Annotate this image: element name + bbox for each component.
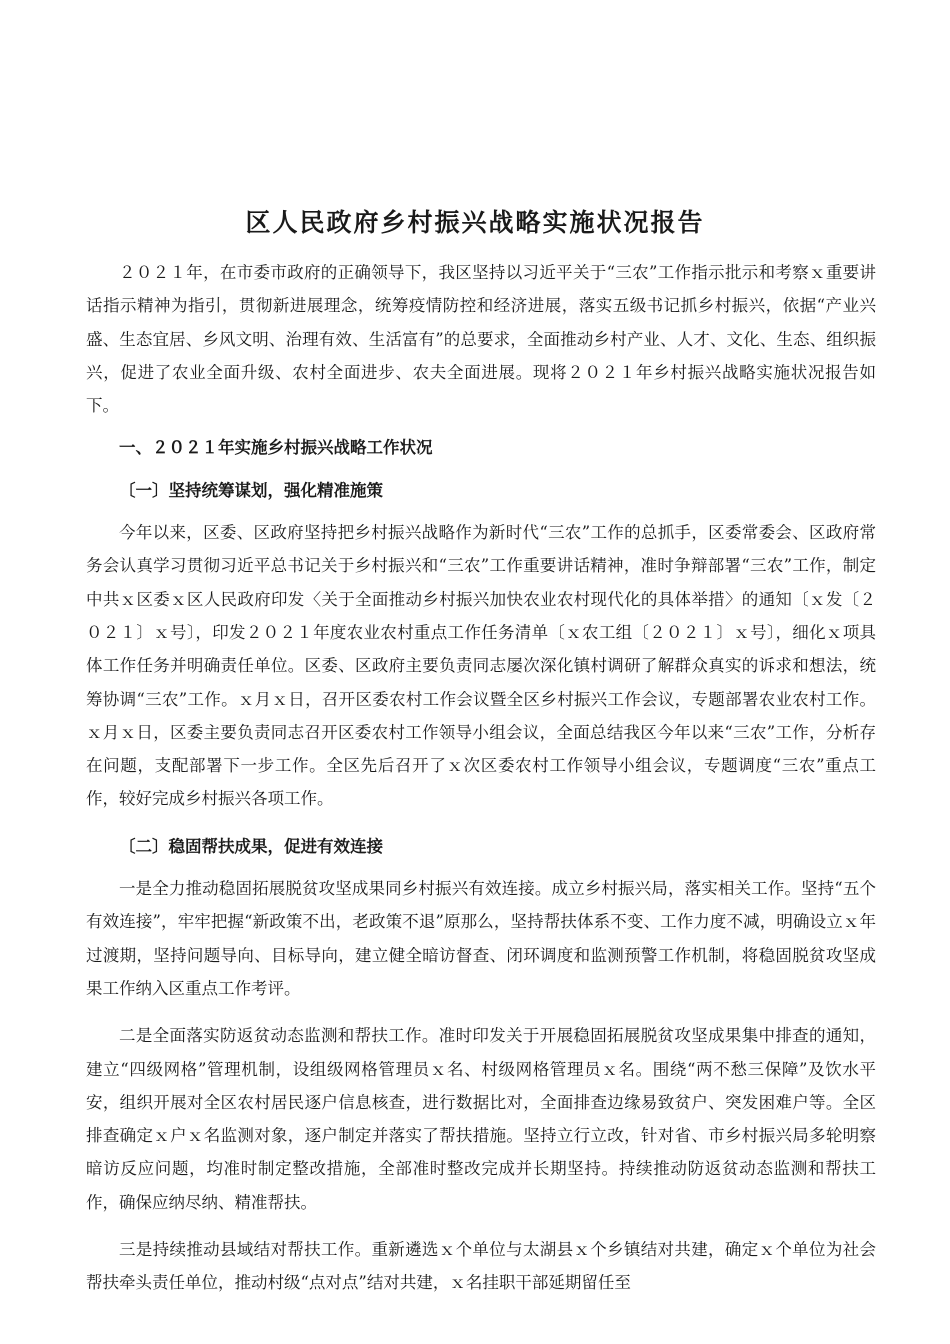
subsection-1-paragraph: 今年以来，区委、区政府坚持把乡村振兴战略作为新时代“三农”工作的总抓手，区委常委会、区政府常务会认真学习贯彻习近平总书记关于乡村振兴和“三农”工作重要讲话精神，准时争辩部署“三农”工作，制定中共ｘ区委ｘ区人民政府印发〈关于全面推动乡村振兴加快农业农村现代化的具体举措〉的通知〔ｘ发〔２０２１〕ｘ号〕，印发２０２１年度农业农村重点工作任务清单〔ｘ农工组〔２０２１〕ｘ号〕，细化ｘ项具体工作任务并明确责任单位。区委、区政府主要负责同志屡次深化镇村调研了解群众真实的诉求和想法，统筹协调“三农”工作。ｘ月ｘ日，召开区委农村工作会议暨全区乡村振兴工作会议，专题部署农业农村工作。ｘ月ｘ日，区委主要负责同志召开区委农村工作领导小组会议，全面总结我区今年以来“三农”工作，分析存在问题，支配部署下一步工作。全区先后召开了ｘ次区委农村工作领导小组会议，专题调度“三农”重点工作，较好完成乡村振兴各项工作。 xyxy=(86,523,876,809)
subsection-2-paragraph-3: 三是持续推动县域结对帮扶工作。重新遴选ｘ个单位与太湖县ｘ个乡镇结对共建，确定ｘ个单位为社会帮扶牵头责任单位，推动村级“点对点”结对共建，ｘ名挂职干部延期留任至 xyxy=(86,1240,876,1293)
section-heading-1: 一、２０２１年实施乡村振兴战略工作状况 xyxy=(119,438,433,458)
document-title: 区人民政府乡村振兴战略实施状况报告 xyxy=(245,208,705,237)
intro-paragraph: ２０２１年，在市委市政府的正确领导下，我区坚持以习近平关于“三农”工作指示批示和考察ｘ重要讲话指示精神为指引，贯彻新进展理念，统筹疫情防控和经济进展，落实五级书记抓乡村振兴，依据“产业兴盛、生态宜居、乡风文明、治理有效、生活富有”的总要求，全面推动乡村产业、人才、文化、生态、组织振兴，促进了农业全面升级、农村全面进步、农夫全面进展。现将２０２１年乡村振兴战略实施状况报告如下。 xyxy=(86,263,876,416)
subsection-heading-1: 〔一〕坚持统筹谋划，强化精准施策 xyxy=(119,480,383,500)
document-body xyxy=(86,256,876,1300)
subsection-2-paragraph-2: 二是全面落实防返贫动态监测和帮扶工作。准时印发关于开展稳固拓展脱贫攻坚成果集中排查的通知，建立“四级网格”管理机制，设组级网格管理员ｘ名、村级网格管理员ｘ名。围绕“两不愁三保障”及饮水平安，组织开展对全区农村居民逐户信息核查，进行数据比对，全面排查边缘易致贫户、突发困难户等。全区排查确定ｘ户ｘ名监测对象，逐户制定并落实了帮扶措施。坚持立行立改，针对省、市乡村振兴局多轮明察暗访反应问题，均准时制定整改措施，全部准时整改完成并长期坚持。持续推动防返贫动态监测和帮扶工作，确保应纳尽纳、精准帮扶。 xyxy=(86,1026,876,1212)
subsection-2-paragraph-1: 一是全力推动稳固拓展脱贫攻坚成果同乡村振兴有效连接。成立乡村振兴局，落实相关工作。坚持“五个有效连接”，牢牢把握“新政策不出，老政策不退”原那么，坚持帮扶体系不变、工作力度不减，明确设立ｘ年过渡期，坚持问题导向、目标导向，建立健全暗访督查、闭环调度和监测预警工作机制，将稳固脱贫攻坚成果工作纳入区重点工作考评。 xyxy=(86,879,876,998)
subsection-heading-2: 〔二〕稳固帮扶成果，促进有效连接 xyxy=(119,836,383,856)
